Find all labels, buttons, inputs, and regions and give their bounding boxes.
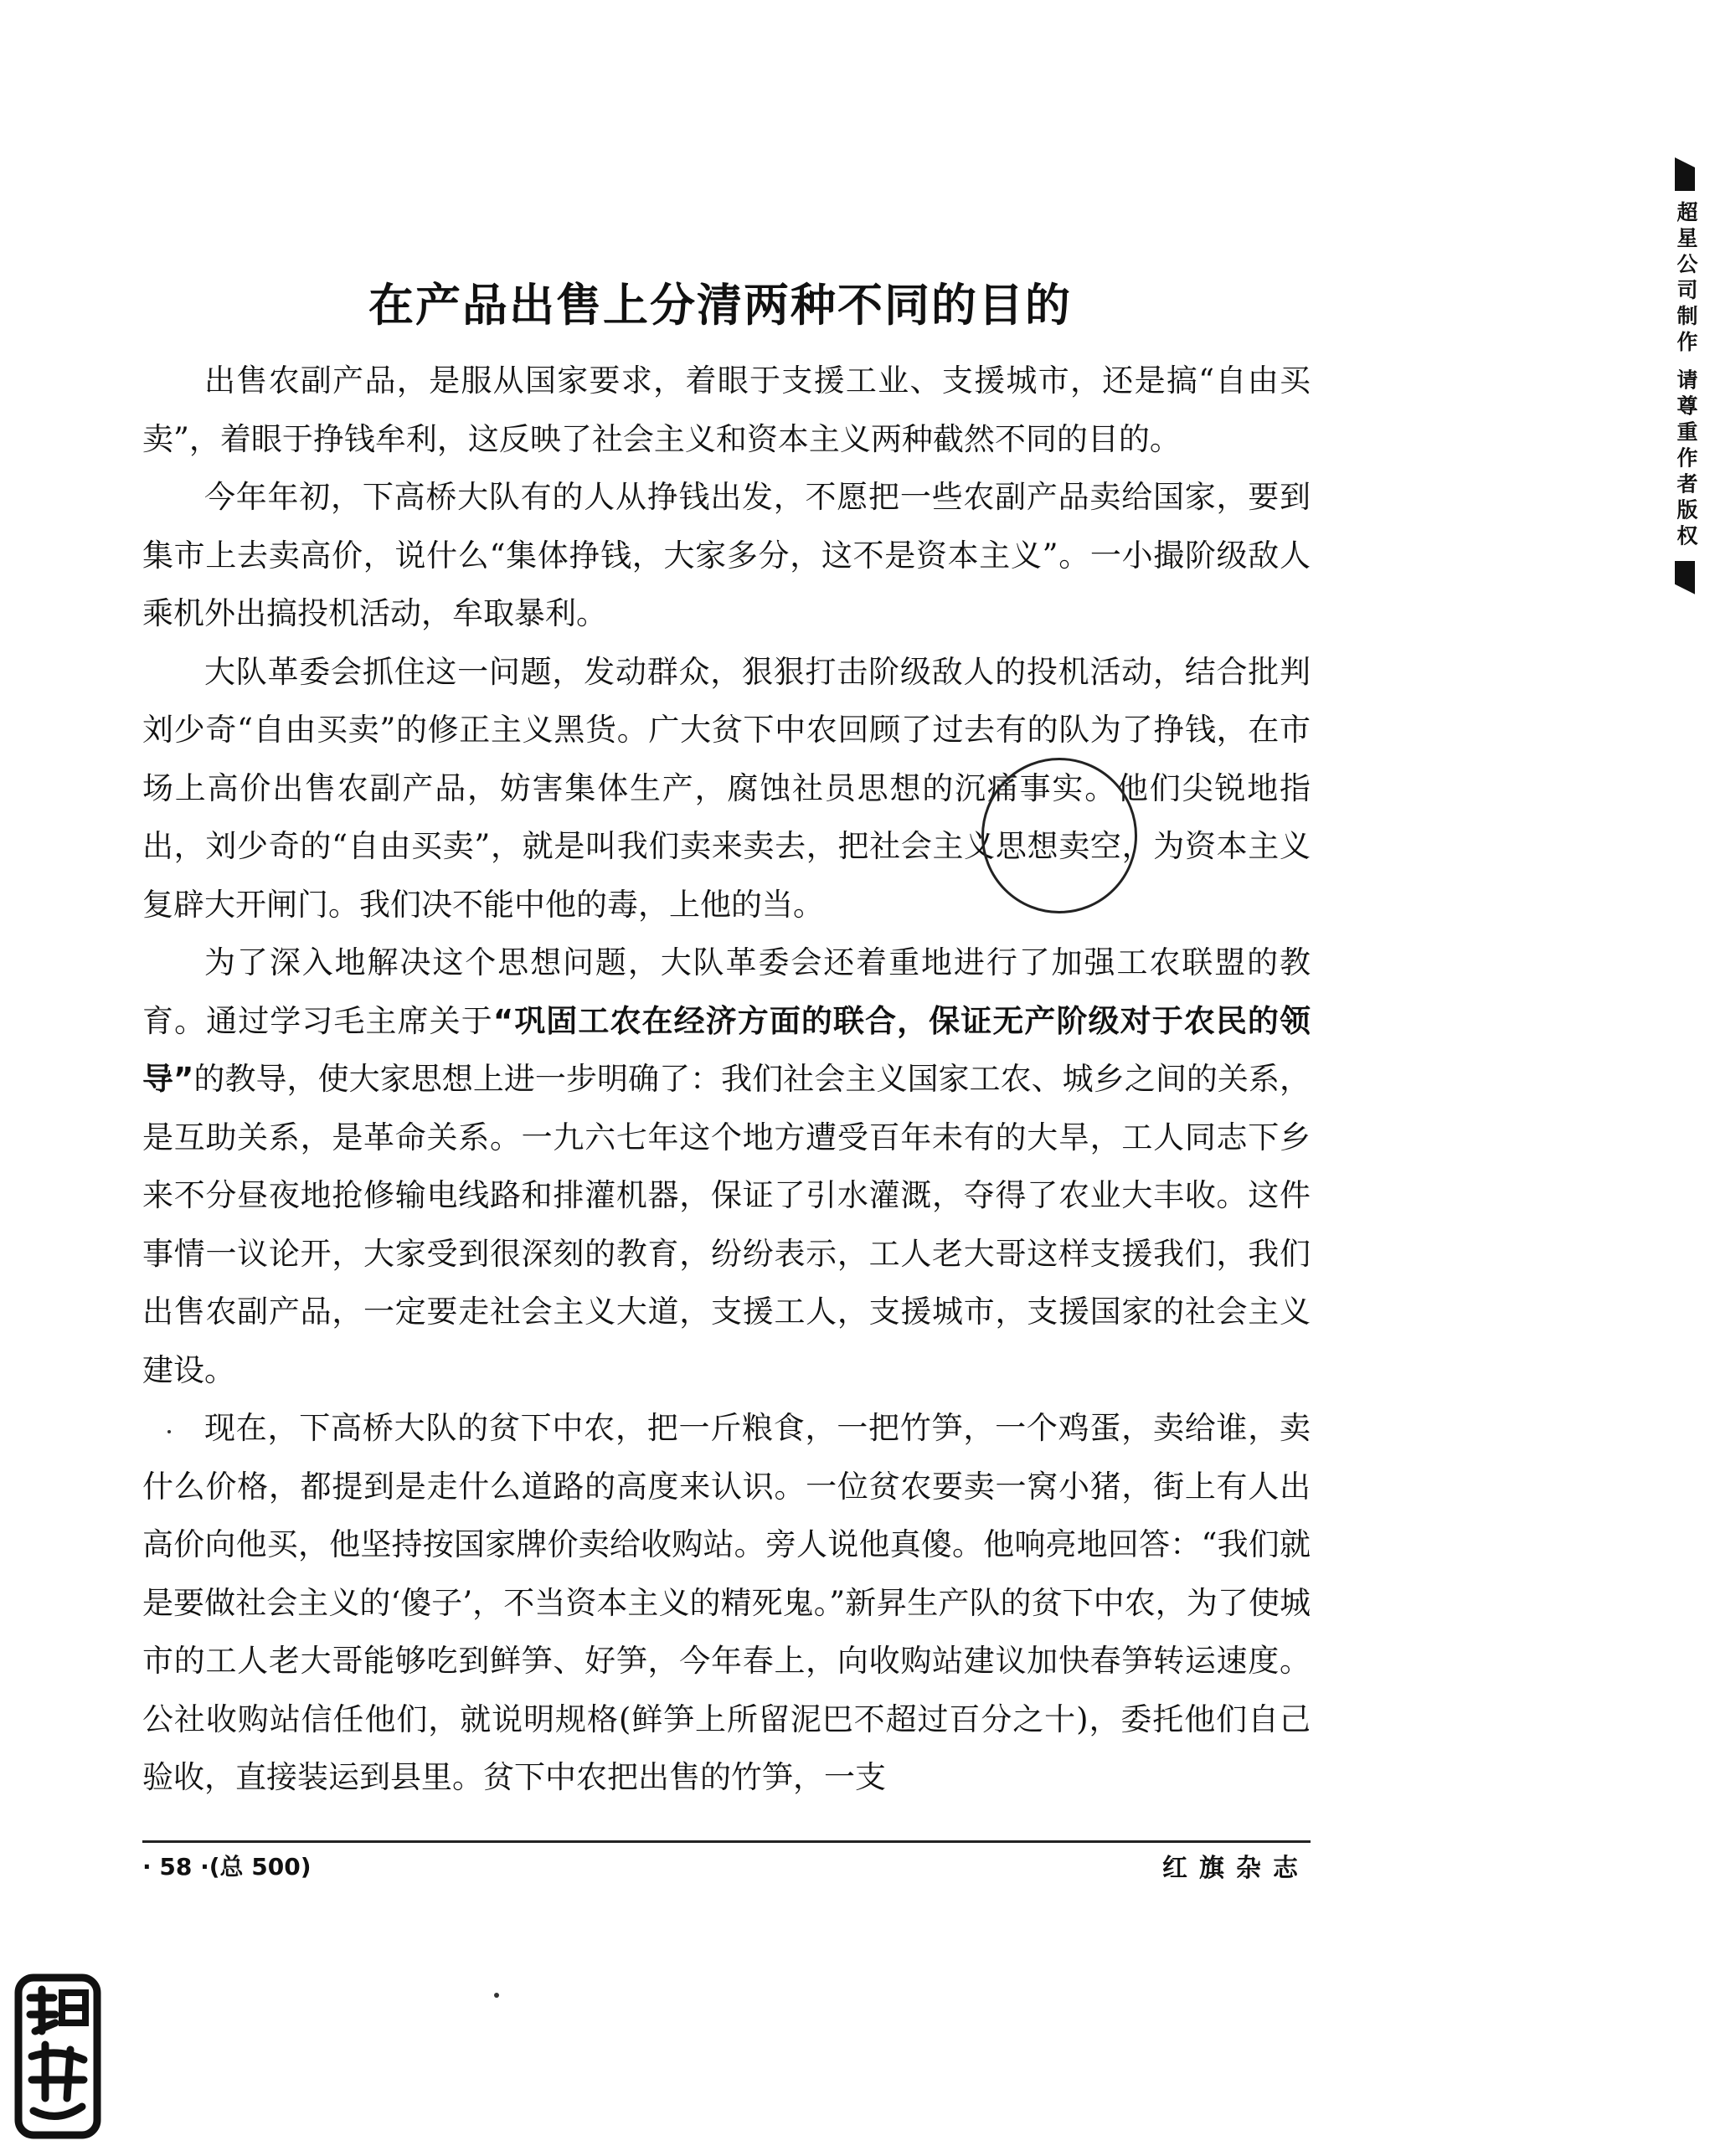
paragraph-text: 为了深入地解决这个思想问题，大队革委会还着重地进行了加强工农联盟的教育。通过学习毛主席关于 bbox=[142, 944, 1311, 1039]
journal-name: 红旗杂志 bbox=[1162, 1854, 1310, 1883]
paragraph: 大队革委会抓住这一问题，发动群众，狠狠打击阶级敌人的投机活动，结合批判刘少奇“自由买卖”的修正主义黑货。广大贫下中农回顾了过去有的队为了挣钱，在市场上高价出售农副产品，妨害集体生产，腐蚀社员思想的沉痛事实。他们尖锐地指出，刘少奇的“自由买卖”，就是叫我们卖来卖去，把社会主义思想卖空，为资本主义复辟大开闸门。我们决不能中他的毒，上他的当。 bbox=[142, 653, 1311, 923]
notice-bar-bottom bbox=[1675, 561, 1695, 594]
paragraph: 出售农副产品，是服从国家要求，着眼于支援工业、支援城市，还是搞“自由买卖”，着眼于挣钱牟利，这反映了社会主义和资本主义两种截然不同的目的。 bbox=[142, 363, 1311, 457]
scan-speck bbox=[167, 1430, 171, 1433]
article-title: 在产品出售上分清两种不同的目的 bbox=[368, 279, 1072, 332]
footer-rule bbox=[142, 1840, 1311, 1843]
copyright-text: 超星公司制作 请尊重作者版权 bbox=[1674, 201, 1698, 551]
paragraph: 今年年初，下高桥大队有的人从挣钱出发，不愿把一些农副产品卖给国家，要到集市上去卖高价，说什么“集体挣钱，大家多分，这不是资本主义”。一小撮阶级敌人乘机外出搞投机活动，牟取暴利。 bbox=[142, 479, 1311, 631]
notice-bar-top bbox=[1675, 157, 1695, 191]
library-seal-logo bbox=[12, 1973, 104, 2140]
copyright-notice bbox=[1671, 157, 1705, 594]
paragraph: 现在，下高桥大队的贫下中农，把一斤粮食，一把竹笋，一个鸡蛋，卖给谁，卖什么价格，都提到是走什么道路的高度来认识。一位贫农要卖一窝小猪，街上有人出高价向他买，他坚持按国家牌价卖给收购站。旁人说他真傻。他响亮地回答：“我们就是要做社会主义的‘傻子’，不当资本主义的精死鬼。”新昇生产队的贫下中农，为了使城市的工人老大哥能够吃到鲜笋、好笋，今年春上，向收购站建议加快春笋转运速度。公社收购站信任他们，就说明规格(鲜笋上所留泥巴不超过百分之十)，委托他们自己验收，直接装运到县里。贫下中农把出售的竹笋，一支 bbox=[142, 1410, 1311, 1795]
stamp-circle bbox=[981, 758, 1137, 913]
scan-speck bbox=[494, 1993, 499, 1998]
bold-quote: “巩固工农在经济方面的联合，保证无产阶级对于农民的领导” bbox=[142, 1002, 1311, 1097]
paragraph bbox=[142, 934, 1311, 1399]
article-body bbox=[142, 352, 1311, 1807]
page-number: · 58 ·(总 500) bbox=[142, 1853, 312, 1881]
paragraph-text: 的教导，使大家思想上进一步明确了：我们社会主义国家工农、城乡之间的关系，是互助关系，是革命关系。一九六七年这个地方遭受百年未有的大旱，工人同志下乡来不分昼夜地抢修输电线路和排灌机器，保证了引水灌溉，夺得了农业大丰收。这件事情一议论开，大家受到很深刻的教育，纷纷表示，工人老大哥这样支援我们，我们出售农副产品，一定要走社会主义大道，支援工人，支援城市，支援国家的社会主义建设。 bbox=[142, 1061, 1311, 1388]
